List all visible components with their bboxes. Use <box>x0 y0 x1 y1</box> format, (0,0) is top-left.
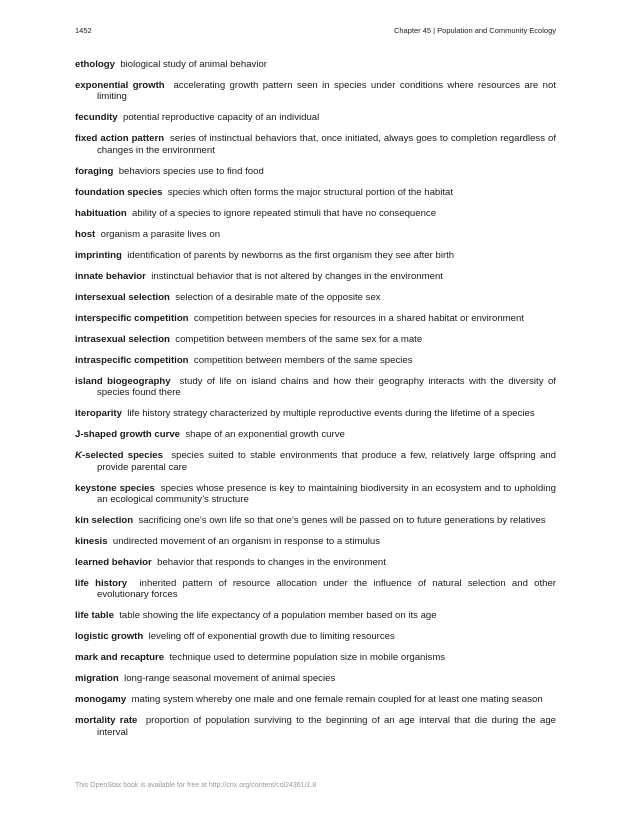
glossary-definition: technique used to determine population size in mobile organisms <box>169 652 446 664</box>
footer-note: This OpenStax book is available for free at http://cnx.org/content/col24361/1.8 <box>75 782 317 789</box>
glossary-definition: proportion of population surviving to the beginning of an age interval that die during the age interval <box>97 715 557 738</box>
glossary-term: foundation species <box>75 186 163 198</box>
glossary-term: intraspecific competition <box>75 354 189 366</box>
chapter-prefix: Chapter 45 <box>393 26 432 35</box>
page-number: 1452 <box>75 26 92 35</box>
glossary-definition: mating system whereby one male and one female remain coupled for at least one mating season <box>131 694 543 706</box>
glossary-definition: organism a parasite lives on <box>100 228 221 240</box>
glossary-entry <box>75 208 556 219</box>
glossary-definition: competition between members of the same species <box>193 354 413 366</box>
glossary-term: fixed action pattern <box>75 133 165 145</box>
glossary-term: iteroparity <box>75 408 122 420</box>
glossary-definition: instinctual behavior that is not altered by changes in the environment <box>151 270 443 282</box>
glossary-definition: long-range seasonal movement of animal species <box>124 673 336 685</box>
glossary-entry <box>75 515 556 526</box>
glossary-entry <box>75 166 556 177</box>
glossary-term-italic: K <box>75 450 82 462</box>
glossary-definition: species which often forms the major structural portion of the habitat <box>167 186 454 198</box>
glossary-term: migration <box>75 673 119 685</box>
glossary-definition: ability of a species to ignore repeated stimuli that have no consequence <box>132 207 437 219</box>
glossary-definition: species whose presence is key to maintaining biodiversity in an ecosystem and to upholding an ecological community’s structure <box>97 482 556 506</box>
glossary-term: intrasexual selection <box>75 333 170 345</box>
glossary-entry <box>75 59 556 70</box>
glossary-term: monogamy <box>75 694 127 706</box>
glossary-definition: accelerating growth pattern seen in species under conditions where resources are not limiting <box>97 80 556 103</box>
glossary-entry <box>75 631 556 642</box>
glossary-definition: selection of a desirable mate of the opposite sex <box>175 291 381 303</box>
glossary-definition: behavior that responds to changes in the environment <box>157 557 386 569</box>
glossary-entry <box>75 694 556 705</box>
glossary-list <box>75 59 556 748</box>
glossary-entry <box>75 536 556 547</box>
glossary-term: innate behavior <box>75 270 146 282</box>
glossary-term: J-shaped growth curve <box>75 429 181 441</box>
glossary-definition: study of life on island chains and how their geography interacts with the diversity of species found there <box>97 375 556 399</box>
chapter-title: Population and Community Ecology <box>437 26 556 35</box>
chapter-heading <box>394 26 556 35</box>
glossary-entry <box>75 557 556 568</box>
glossary-term: mortality rate <box>75 715 138 727</box>
glossary-entry <box>75 483 556 506</box>
glossary-definition: leveling off of exponential growth due to limiting resources <box>148 631 395 643</box>
glossary-entry <box>75 673 556 684</box>
glossary-term: interspecific competition <box>75 312 189 324</box>
glossary-definition: competition between members of the same sex for a mate <box>175 333 423 345</box>
glossary-term: foraging <box>75 165 114 177</box>
glossary-entry <box>75 133 556 156</box>
glossary-term: mark and recapture <box>75 652 165 664</box>
glossary-entry <box>75 250 556 261</box>
glossary-term: life table <box>75 610 114 622</box>
glossary-term: learned behavior <box>75 557 152 569</box>
glossary-term: host <box>75 228 96 240</box>
chapter-separator: | <box>431 26 438 35</box>
glossary-definition: undirected movement of an organism in response to a stimulus <box>112 536 381 548</box>
glossary-definition: potential reproductive capacity of an individual <box>123 112 320 124</box>
glossary-definition: series of instinctual behaviors that, once initiated, always goes to completion regardless of changes in the environment <box>97 133 556 156</box>
glossary-definition: species suited to stable environments that produce a few, relatively large offspring and provide parental care <box>97 450 556 473</box>
glossary-entry <box>75 355 556 366</box>
glossary-definition: competition between species for resources in a shared habitat or environment <box>193 312 524 324</box>
glossary-definition: life history strategy characterized by multiple reproductive events during the lifetime of a species <box>127 408 535 420</box>
glossary-term: keystone species <box>75 482 155 494</box>
glossary-definition: sacrificing one’s own life so that one’s genes will be passed on to future generations by relatives <box>138 515 546 527</box>
glossary-term: exponential growth <box>75 80 165 91</box>
glossary-definition: shape of an exponential growth curve <box>185 429 345 441</box>
glossary-term: ethology <box>75 59 115 70</box>
glossary-term: kinesis <box>75 536 108 548</box>
glossary-entry <box>75 578 556 601</box>
glossary-entry <box>75 187 556 198</box>
glossary-term: imprinting <box>75 249 122 261</box>
glossary-definition: identification of parents by newborns as the first organism they see after birth <box>127 249 455 261</box>
glossary-definition: behaviors species use to find food <box>118 165 264 177</box>
glossary-definition: inherited pattern of resource allocation under the influence of natural selection and other evolutionary forces <box>97 578 556 601</box>
glossary-term: habituation <box>75 207 127 219</box>
glossary-definition: table showing the life expectancy of a population member based on its age <box>119 610 437 622</box>
glossary-entry <box>75 292 556 303</box>
glossary-entry <box>75 334 556 345</box>
glossary-entry <box>75 271 556 282</box>
glossary-entry <box>75 80 556 103</box>
page-header <box>75 26 556 35</box>
glossary-term: life history <box>75 578 128 590</box>
glossary-term: island biogeography <box>75 375 171 387</box>
glossary-entry <box>75 429 556 440</box>
glossary-entry <box>75 408 556 419</box>
glossary-entry <box>75 313 556 324</box>
glossary-entry <box>75 652 556 663</box>
glossary-term: kin selection <box>75 515 134 527</box>
glossary-term: -selected species <box>81 450 163 462</box>
glossary-entry <box>75 229 556 240</box>
glossary-entry <box>75 450 556 473</box>
glossary-definition: biological study of animal behavior <box>120 59 267 70</box>
glossary-entry <box>75 715 556 738</box>
glossary-entry <box>75 112 556 123</box>
glossary-term: logistic growth <box>75 631 144 643</box>
glossary-term: intersexual selection <box>75 291 170 303</box>
glossary-entry <box>75 610 556 621</box>
glossary-entry <box>75 376 556 399</box>
glossary-term: fecundity <box>75 112 118 124</box>
